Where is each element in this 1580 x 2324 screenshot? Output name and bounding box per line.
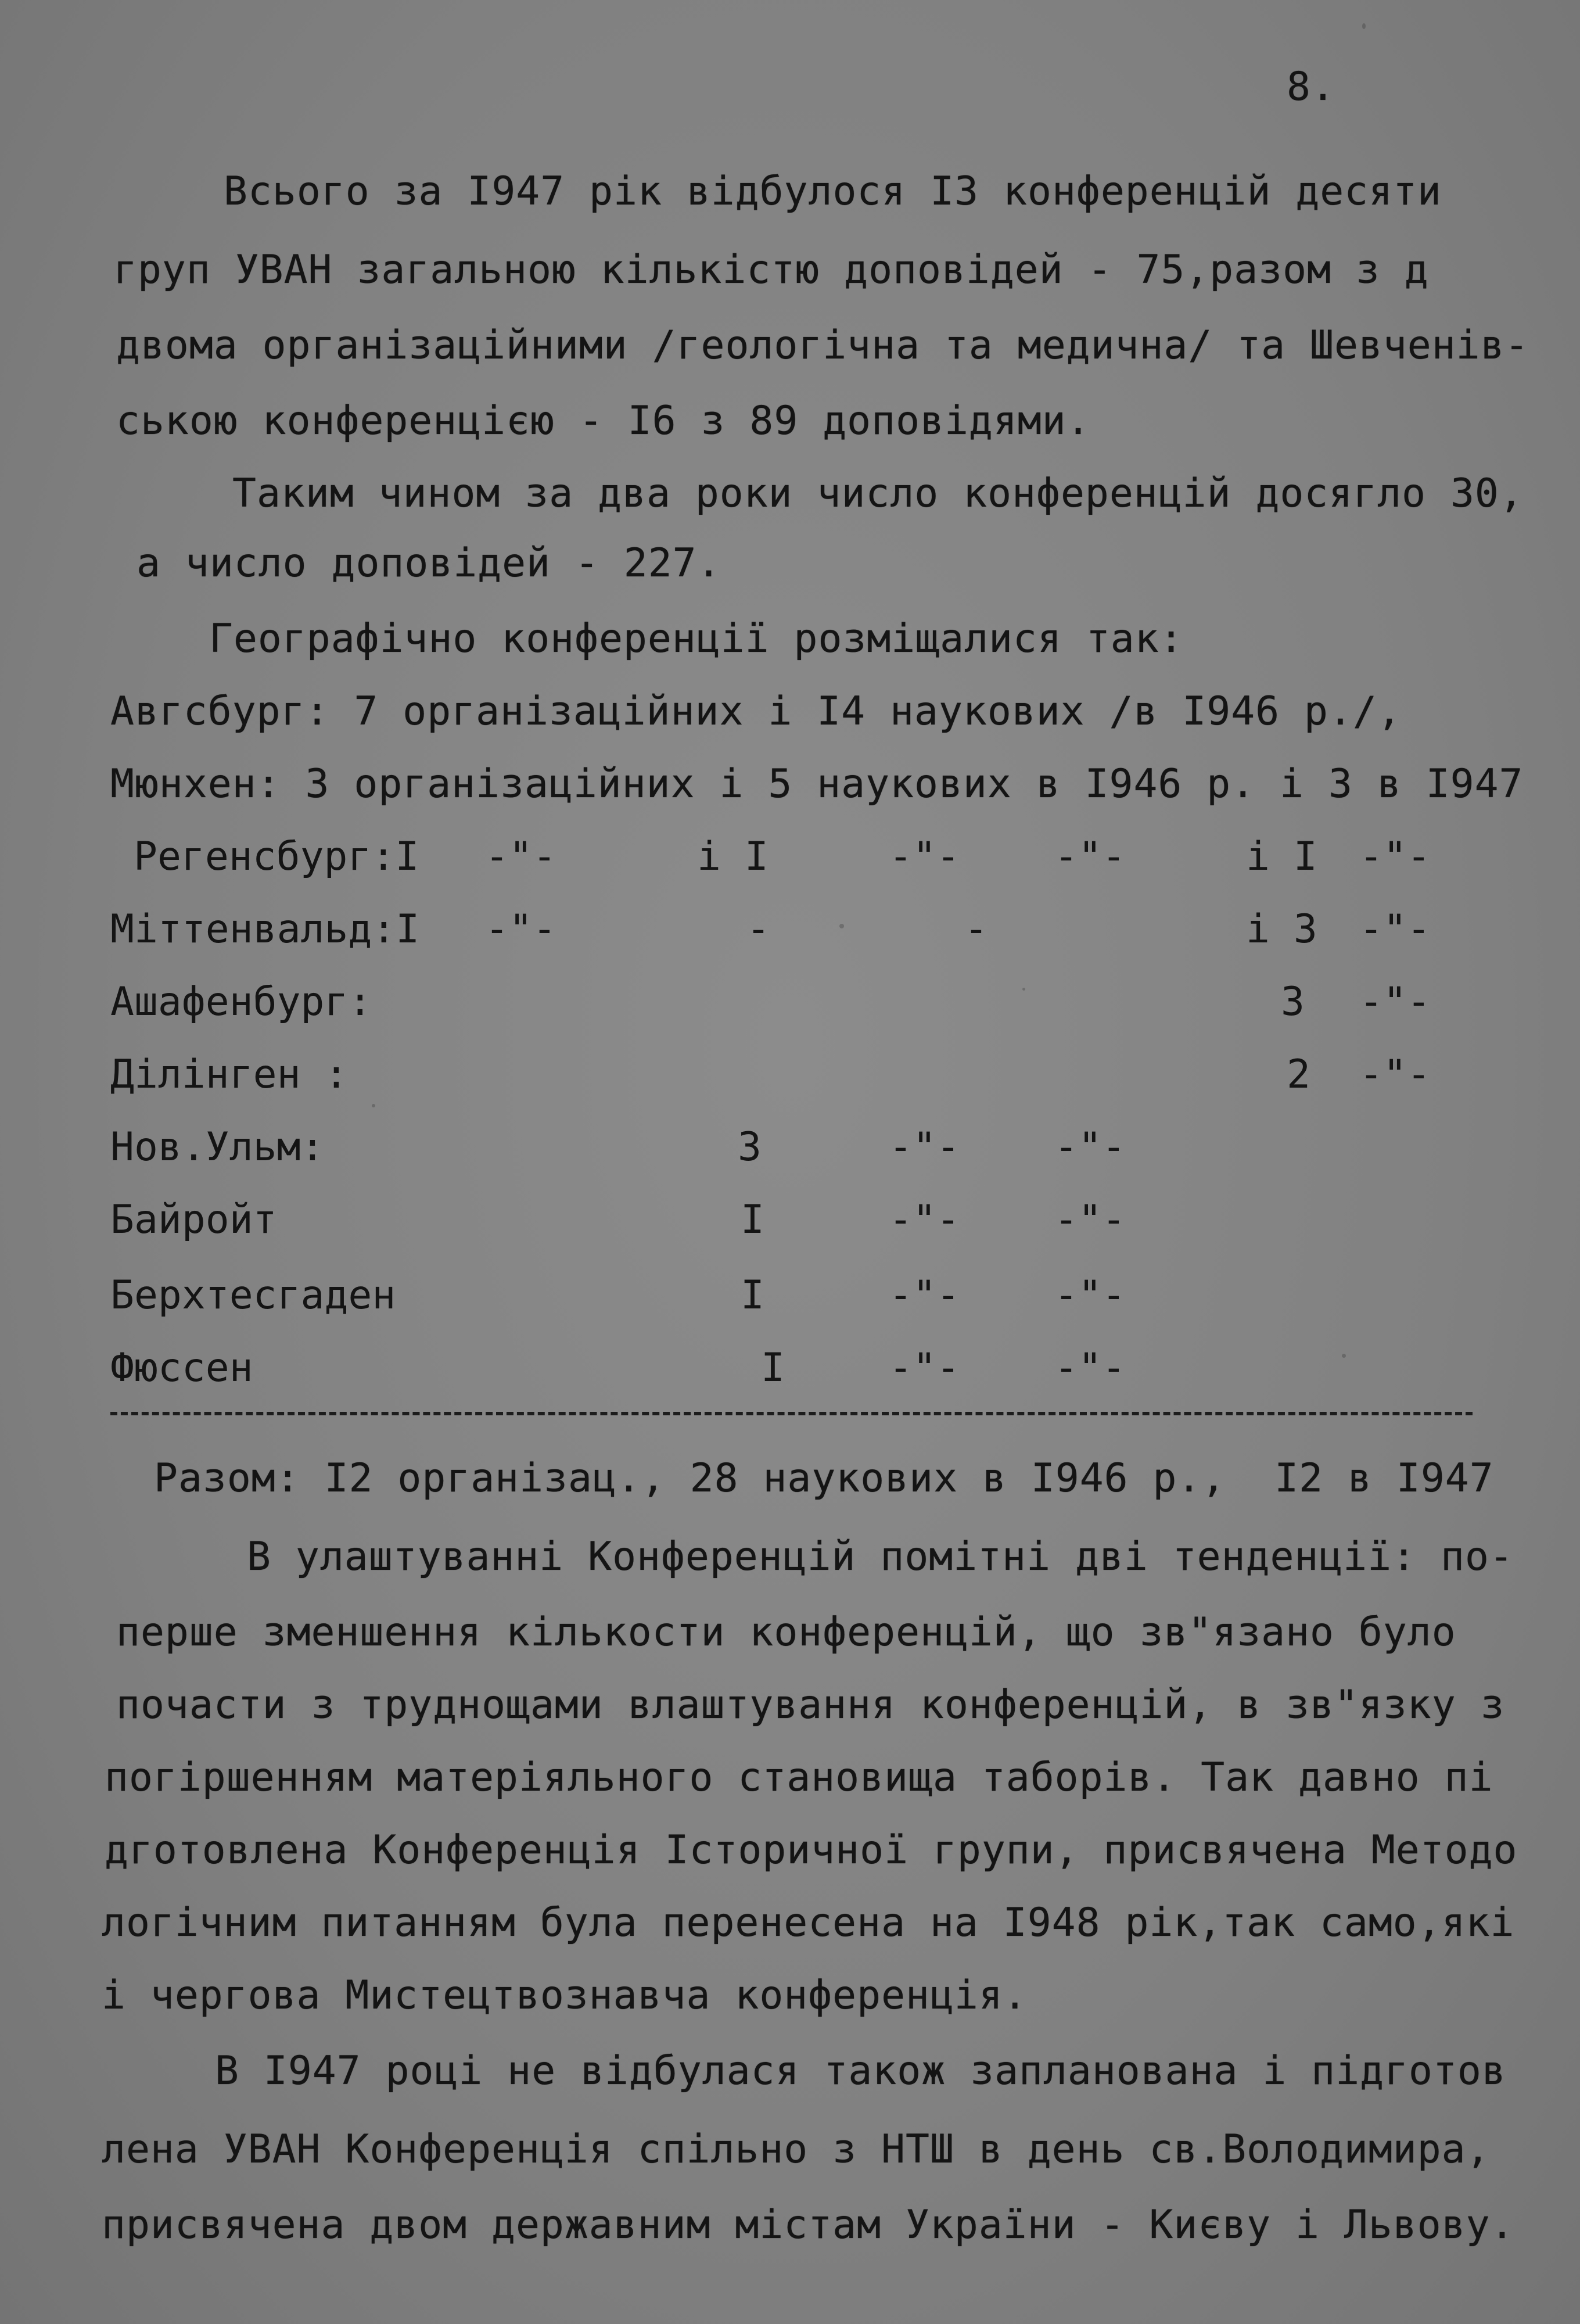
table-cell: I [761,1345,785,1391]
table-divider [110,1412,1473,1415]
table-cell: -"- [889,1345,960,1391]
table-cell: -"- [485,906,556,952]
table-cell: -"- [1054,1345,1126,1391]
table-cell: -"- [1359,1052,1431,1098]
scan-speck [1022,988,1025,991]
table-cell: -"- [1359,979,1431,1025]
city-name: Ділінген : [110,1052,349,1098]
paragraph-1-line-1: Всього за I947 рік відбулося I3 конференцій десяти [224,168,1442,214]
scan-speck [839,924,844,928]
munich-line: Мюнхен: 3 організаційних і 5 наукових в I946 р. і 3 в I947 [110,761,1524,807]
table-cell: I [741,1272,764,1318]
paragraph-4-line-1: В I947 році не відбулася також запланована і підготов [215,2048,1506,2094]
paragraph-4-line-2: лена УВАН Конференція спільно з НТШ в день св.Володимира, [102,2126,1491,2172]
geography-intro: Географічно конференції розміщалися так: [209,616,1184,662]
table-cell: -"- [1054,834,1126,880]
scan-speck [1362,23,1366,29]
paragraph-3-line-3: почасти з труднощами влаштування конференцій, в зв"язку з [116,1682,1505,1728]
table-cell: - [964,906,988,952]
table-cell: -"- [1359,906,1431,952]
table-cell: і I [1246,834,1317,880]
table-cell: -"- [1054,1197,1126,1243]
augsburg-line: Авгсбург: 7 організаційних і I4 наукових /в I946 р./, [110,688,1402,734]
table-cell: 3 [738,1124,762,1170]
city-name: Нов.Ульм: [110,1124,325,1170]
city-name: Регенсбург:I [134,834,419,880]
table-cell: -"- [889,1124,960,1170]
city-name: Байройт [110,1197,277,1243]
table-cell: -"- [889,1197,960,1243]
table-cell: -"- [1054,1272,1126,1318]
scan-speck [1342,1354,1346,1358]
city-name: Міттенвальд:I [110,906,420,952]
paragraph-3-line-2: перше зменшення кількости конференцій, що зв"язано було [116,1609,1456,1655]
table-cell: -"- [889,1272,960,1318]
paragraph-4-line-3: присвячена двом державним містам України - Києву і Львову. [102,2202,1515,2248]
table-cell: I [741,1197,764,1243]
city-name: Фюссен [110,1345,253,1391]
city-name: Берхтесгаден [110,1272,396,1318]
paragraph-3-line-1: В улаштуванні Конференцій помітні дві тенденції: по- [247,1534,1514,1580]
city-name: Ашафенбург: [110,979,372,1025]
paragraph-3-line-5: дготовлена Конференція Історичної групи, присвячена Методо [105,1827,1518,1873]
scan-speck [372,1104,375,1107]
table-cell: і I [697,834,769,880]
page-number: 8. [1287,64,1335,110]
paragraph-1-line-2: груп УВАН загальною кількістю доповідей - 75,разом з д [113,247,1429,293]
total-line: Разом: I2 організац., 28 наукових в I946 р., I2 в I947 [154,1455,1494,1501]
paragraph-3-line-7: і чергова Мистецтвознавча конференція. [102,1972,1028,2018]
paragraph-3-line-4: погіршенням матеріяльного становища таборів. Так давно пі [105,1755,1493,1801]
table-cell: 2 [1287,1052,1310,1098]
paragraph-1-line-4: ською конференцією - I6 з 89 доповідями. [116,398,1091,444]
table-cell: -"- [485,834,556,880]
table-cell: -"- [1054,1124,1126,1170]
paragraph-2-line-1: Таким чином за два роки число конференцій досягло 30, [232,471,1524,517]
table-cell: -"- [889,834,960,880]
table-cell: 3 [1281,979,1305,1025]
paragraph-3-line-6: логічним питанням була перенесена на I948 рік,так само,які [102,1900,1515,1946]
table-cell: і 3 [1246,906,1317,952]
paragraph-1-line-3: двома організаційними /геологічна та медична/ та Шевченів- [116,322,1529,368]
table-cell: -"- [1359,834,1431,880]
table-cell: - [746,906,770,952]
paragraph-2-line-2: а число доповідей - 227. [137,540,721,586]
